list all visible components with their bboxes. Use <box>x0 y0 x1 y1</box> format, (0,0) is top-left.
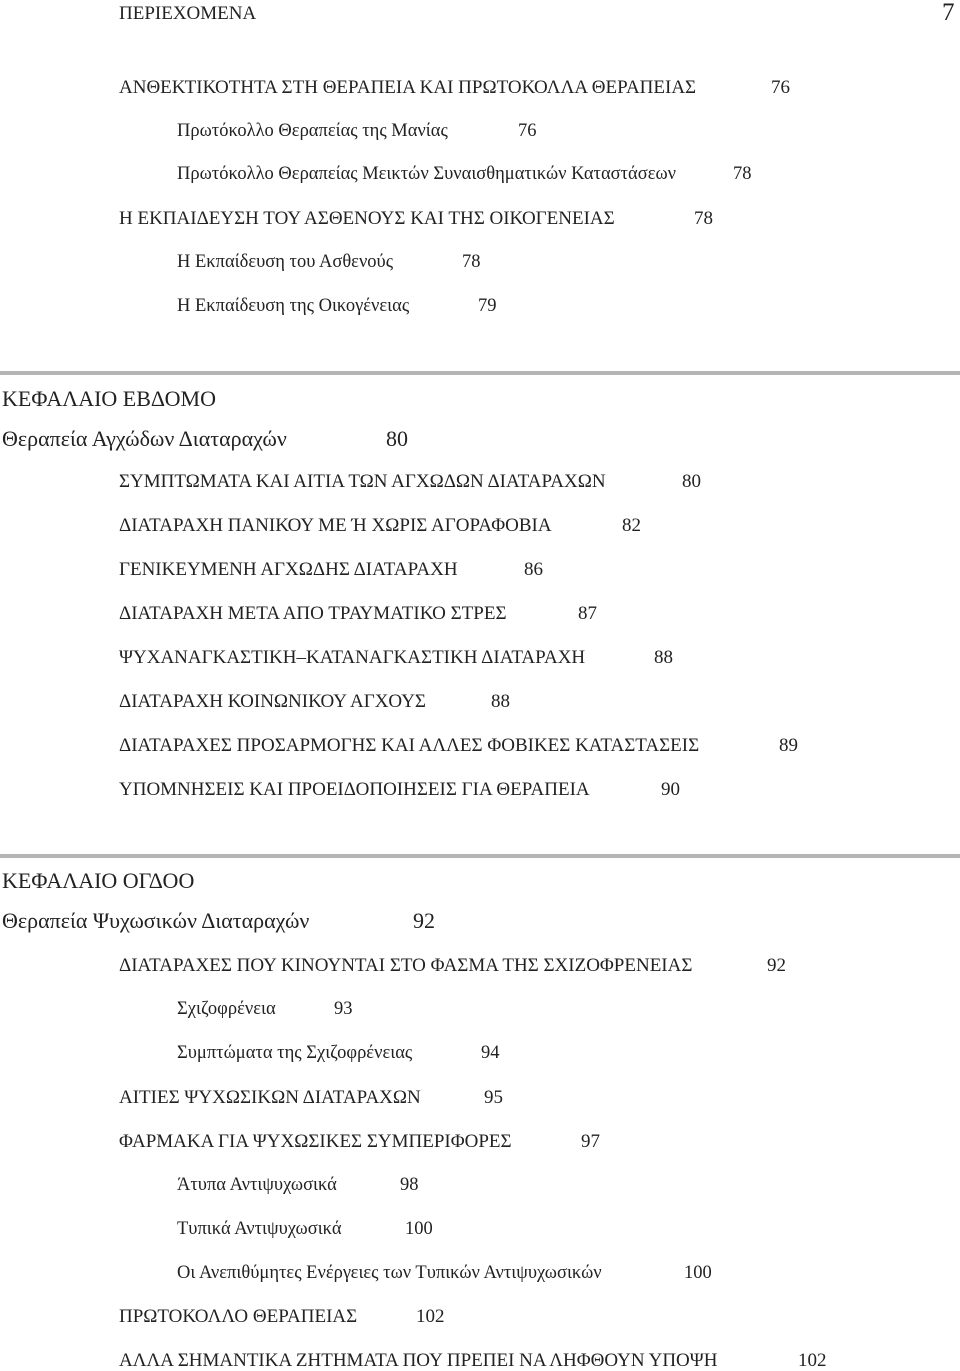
toc-entry-page: 78 <box>733 164 752 184</box>
toc-entry-title: ΣΥΜΠΤΩΜΑΤΑ ΚΑΙ ΑΙΤΙΑ ΤΩΝ ΑΓΧΩΔΩΝ ΔΙΑΤΑΡΑΧΩΝ <box>119 471 606 492</box>
toc-entry-title: Η ΕΚΠΑΙΔΕΥΣΗ ΤΟΥ ΑΣΘΕΝΟΥΣ ΚΑΙ ΤΗΣ ΟΙΚΟΓΕΝΕΙΑΣ <box>119 208 615 229</box>
toc-entry-title: Πρωτόκολλο Θεραπείας Μεικτών Συναισθηματικών Καταστάσεων <box>177 164 677 184</box>
toc-entry-title: Πρωτόκολλο Θεραπείας της Μανίας <box>177 121 448 141</box>
toc-entry-title: Η Εκπαίδευση του Ασθενούς <box>177 252 394 272</box>
chapter-divider <box>0 371 960 375</box>
toc-entry-title: ΠΡΩΤΟΚΟΛΛΟ ΘΕΡΑΠΕΙΑΣ <box>119 1306 358 1327</box>
chapter-divider <box>0 854 960 858</box>
toc-entry-page: 88 <box>491 691 510 712</box>
page-number: 7 <box>942 0 955 26</box>
toc-entry-title: ΔΙΑΤΑΡΑΧΕΣ ΠΡΟΣΑΡΜΟΓΗΣ ΚΑΙ ΑΛΛΕΣ ΦΟΒΙΚΕΣ ΚΑΤΑΣΤΑΣΕΙΣ <box>119 735 700 756</box>
toc-entry-page: 78 <box>462 252 481 272</box>
toc-entry-page: 95 <box>484 1087 503 1108</box>
toc-entry-page: 78 <box>694 208 713 229</box>
chapter-title: Θεραπεία Ψυχωσικών Διαταραχών <box>2 908 310 933</box>
toc-entry-title: ΑΙΤΙΕΣ ΨΥΧΩΣΙΚΩΝ ΔΙΑΤΑΡΑΧΩΝ <box>119 1087 421 1108</box>
toc-entry-page: 93 <box>334 999 353 1019</box>
toc-entry-title: ΑΝΘΕΚΤΙΚΟΤΗΤΑ ΣΤΗ ΘΕΡΑΠΕΙΑ ΚΑΙ ΠΡΩΤΟΚΟΛΛΑ ΘΕΡΑΠΕΙΑΣ <box>119 77 697 98</box>
toc-entry-title: ΓΕΝΙΚΕΥΜΕΝΗ ΑΓΧΩΔΗΣ ΔΙΑΤΑΡΑΧΗ <box>119 559 458 580</box>
toc-entry-title: ΔΙΑΤΑΡΑΧΗ ΚΟΙΝΩΝΙΚΟΥ ΑΓΧΟΥΣ <box>119 691 426 712</box>
toc-entry-page: 100 <box>405 1219 433 1239</box>
toc-entry-title: Τυπικά Αντιψυχωσικά <box>177 1219 342 1239</box>
toc-entry-page: 102 <box>798 1350 827 1371</box>
chapter-title: Θεραπεία Αγχώδων Διαταραχών <box>2 426 287 451</box>
toc-entry-page: 76 <box>771 77 790 98</box>
toc-entry-page: 97 <box>581 1131 600 1152</box>
toc-entry-title: Οι Ανεπιθύμητες Ενέργειες των Τυπικών Αντιψυχωσικών <box>177 1263 602 1283</box>
toc-entry-title: ΔΙΑΤΑΡΑΧΗ ΠΑΝΙΚΟΥ ΜΕ Ή ΧΩΡΙΣ ΑΓΟΡΑΦΟΒΙΑ <box>119 515 552 536</box>
toc-entry-page: 79 <box>478 296 497 316</box>
toc-entry-page: 88 <box>654 647 673 668</box>
toc-entry-page: 89 <box>779 735 798 756</box>
toc-entry-page: 76 <box>518 121 537 141</box>
toc-entry-title: ΦΑΡΜΑΚΑ ΓΙΑ ΨΥΧΩΣΙΚΕΣ ΣΥΜΠΕΡΙΦΟΡΕΣ <box>119 1131 512 1152</box>
toc-entry-title: ΥΠΟΜΝΗΣΕΙΣ ΚΑΙ ΠΡΟΕΙΔΟΠΟΙΗΣΕΙΣ ΓΙΑ ΘΕΡΑΠΕΙΑ <box>119 779 590 800</box>
chapter-label: ΚΕΦΑΛΑΙΟ ΕΒΔΟΜΟ <box>2 386 216 411</box>
toc-entry-page: 92 <box>767 955 786 976</box>
chapter-page: 92 <box>413 908 435 933</box>
toc-entry-page: 87 <box>578 603 597 624</box>
toc-entry-title: ΔΙΑΤΑΡΑΧΕΣ ΠΟΥ ΚΙΝΟΥΝΤΑΙ ΣΤΟ ΦΑΣΜΑ ΤΗΣ ΣΧΙΖΟΦΡΕΝΕΙΑΣ <box>119 955 693 976</box>
running-header: ΠΕΡΙΕΧΟΜΕΝΑ <box>119 3 257 24</box>
toc-entry-page: 80 <box>682 471 701 492</box>
chapter-page: 80 <box>386 426 408 451</box>
toc-entry-page: 86 <box>524 559 543 580</box>
toc-entry-page: 98 <box>400 1175 419 1195</box>
toc-entry-title: ΨΥΧΑΝΑΓΚΑΣΤΙΚΗ–ΚΑΤΑΝΑΓΚΑΣΤΙΚΗ ΔΙΑΤΑΡΑΧΗ <box>119 647 586 668</box>
toc-entry-title: Η Εκπαίδευση της Οικογένειας <box>177 296 410 316</box>
toc-entry-title: Συμπτώματα της Σχιζοφρένειας <box>177 1043 413 1063</box>
toc-entry-page: 102 <box>416 1306 445 1327</box>
toc-entry-title: ΑΛΛΑ ΣΗΜΑΝΤΙΚΑ ΖΗΤΗΜΑΤΑ ΠΟΥ ΠΡΕΠΕΙ ΝΑ ΛΗΦΘΟΥΝ ΥΠΟΨΗ <box>119 1350 718 1371</box>
toc-entry-page: 94 <box>481 1043 500 1063</box>
toc-entry-page: 90 <box>661 779 680 800</box>
toc-entry-page: 82 <box>622 515 641 536</box>
toc-entry-page: 100 <box>684 1263 712 1283</box>
chapter-label: ΚΕΦΑΛΑΙΟ ΟΓΔΟΟ <box>2 868 195 893</box>
toc-entry-title: Σχιζοφρένεια <box>177 999 276 1019</box>
toc-entry-title: ΔΙΑΤΑΡΑΧΗ ΜΕΤΑ ΑΠΟ ΤΡΑΥΜΑΤΙΚΟ ΣΤΡΕΣ <box>119 603 507 624</box>
toc-entry-title: Άτυπα Αντιψυχωσικά <box>177 1175 337 1195</box>
